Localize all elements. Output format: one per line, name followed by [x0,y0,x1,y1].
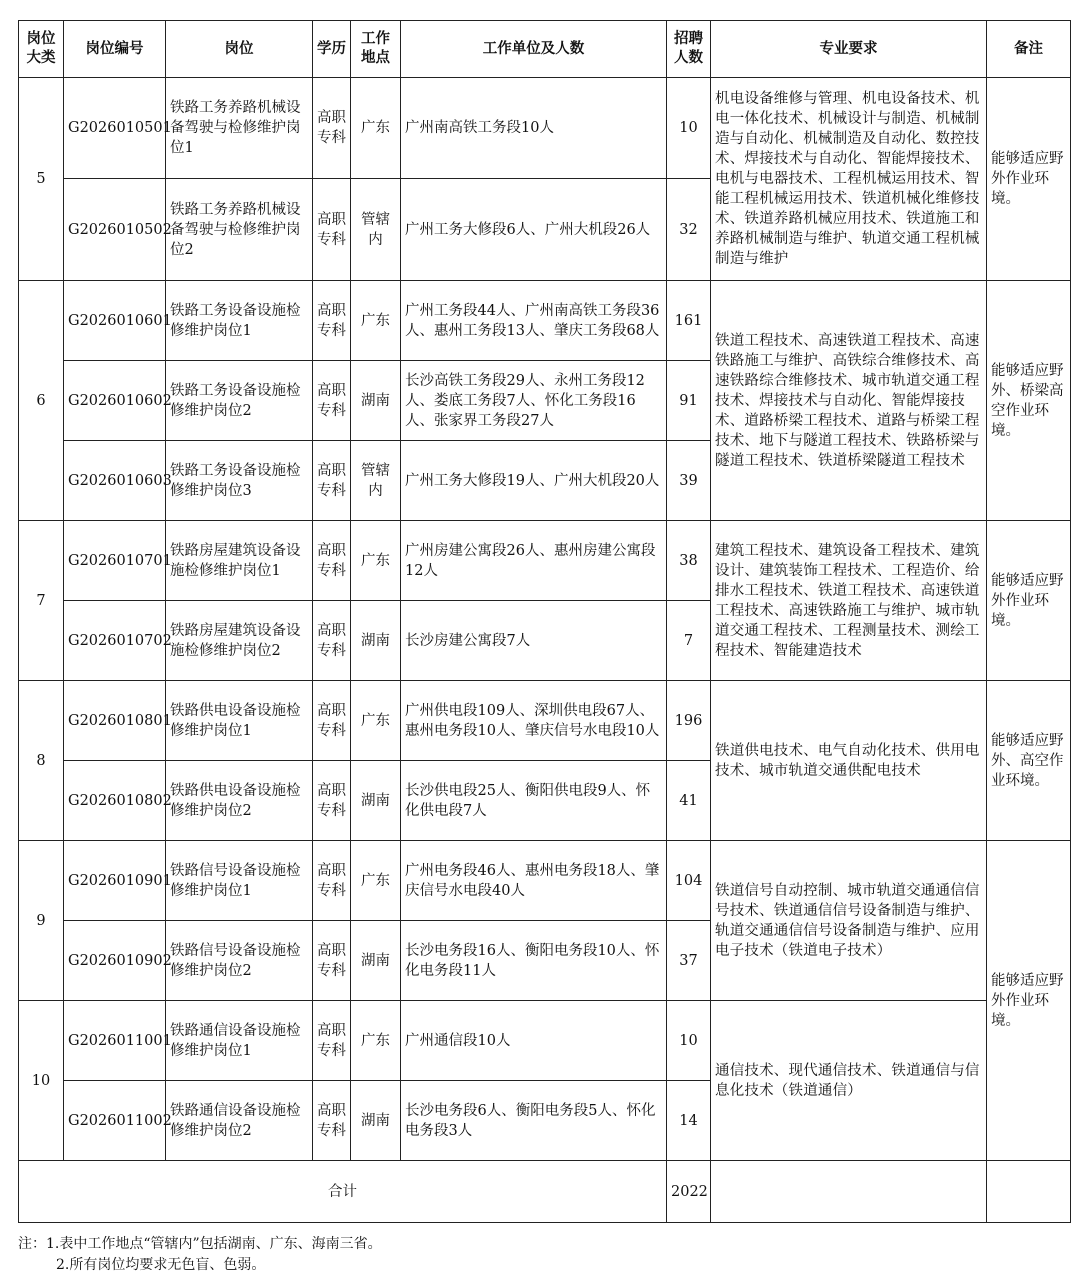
footnote-2: 2.所有岗位均要求无色盲、色弱。 [56,1257,266,1273]
code-cell: G2026010901 [64,841,166,921]
education-cell: 高职专科 [313,441,351,521]
position-cell: 铁路房屋建筑设备设施检修维护岗位2 [166,601,313,681]
position-cell: 铁路信号设备设施检修维护岗位2 [166,921,313,1001]
total-label: 合计 [19,1161,667,1223]
location-cell: 广东 [351,281,401,361]
code-cell: G2026010801 [64,681,166,761]
header-education: 学历 [313,21,351,78]
major-cell: 铁道供电技术、电气自动化技术、供用电技术、城市轨道交通供配电技术 [711,681,987,841]
education-cell: 高职专科 [313,1001,351,1081]
category-cell: 8 [19,681,64,841]
count-cell: 10 [667,78,711,179]
recruitment-table [18,20,1071,1223]
remark-cell: 能够适应野外作业环境。 [987,521,1071,681]
location-cell: 广东 [351,681,401,761]
education-cell: 高职专科 [313,601,351,681]
education-cell: 高职专科 [313,361,351,441]
code-cell: G2026010702 [64,601,166,681]
code-cell: G2026010701 [64,521,166,601]
remark-cell: 能够适应野外作业环境。 [987,841,1071,1161]
position-cell: 铁路房屋建筑设备设施检修维护岗位1 [166,521,313,601]
count-cell: 32 [667,179,711,281]
count-cell: 14 [667,1081,711,1161]
count-cell: 38 [667,521,711,601]
header-major: 专业要求 [711,21,987,78]
education-cell: 高职专科 [313,761,351,841]
location-cell: 湖南 [351,1081,401,1161]
units-cell: 长沙电务段16人、衡阳电务段10人、怀化电务段11人 [401,921,667,1001]
header-position: 岗位 [166,21,313,78]
education-cell: 高职专科 [313,179,351,281]
category-cell: 5 [19,78,64,281]
location-cell: 湖南 [351,361,401,441]
count-cell: 7 [667,601,711,681]
table-row [19,78,1071,179]
location-cell: 广东 [351,1001,401,1081]
table-row [19,521,1071,601]
education-cell: 高职专科 [313,921,351,1001]
units-cell: 广州通信段10人 [401,1001,667,1081]
count-cell: 161 [667,281,711,361]
count-cell: 91 [667,361,711,441]
location-cell: 广东 [351,841,401,921]
count-cell: 39 [667,441,711,521]
code-cell: G2026010501 [64,78,166,179]
code-cell: G2026010602 [64,361,166,441]
location-cell: 广东 [351,521,401,601]
count-cell: 196 [667,681,711,761]
major-cell: 铁道信号自动控制、城市轨道交通通信信号技术、铁道通信信号设备制造与维护、轨道交通通信信号设备制造与维护、应用电子技术（铁道电子技术） [711,841,987,1001]
education-cell: 高职专科 [313,281,351,361]
count-cell: 104 [667,841,711,921]
code-cell: G2026010601 [64,281,166,361]
header-units: 工作单位及人数 [401,21,667,78]
total-row [19,1161,1071,1223]
header-row [19,21,1071,78]
education-cell: 高职专科 [313,841,351,921]
header-category: 岗位大类 [19,21,64,78]
units-cell: 广州房建公寓段26人、惠州房建公寓段12人 [401,521,667,601]
units-cell: 长沙房建公寓段7人 [401,601,667,681]
table-row [19,841,1071,921]
category-cell: 6 [19,281,64,521]
position-cell: 铁路供电设备设施检修维护岗位2 [166,761,313,841]
position-cell: 铁路通信设备设施检修维护岗位1 [166,1001,313,1081]
header-remark: 备注 [987,21,1071,78]
remark-cell: 能够适应野外、桥梁高空作业环境。 [987,281,1071,521]
position-cell: 铁路工务设备设施检修维护岗位1 [166,281,313,361]
category-cell: 7 [19,521,64,681]
table-row [19,1001,1071,1081]
header-count: 招聘人数 [667,21,711,78]
total-empty-cell [711,1161,987,1223]
education-cell: 高职专科 [313,78,351,179]
table-row [19,681,1071,761]
footnote-1: 注：1.表中工作地点“管辖内”包括湖南、广东、海南三省。 [18,1236,382,1252]
table-row [19,281,1071,361]
position-cell: 铁路工务设备设施检修维护岗位3 [166,441,313,521]
education-cell: 高职专科 [313,1081,351,1161]
code-cell: G2026011001 [64,1001,166,1081]
total-value: 2022 [667,1161,711,1223]
units-cell: 广州工务大修段19人、广州大机段20人 [401,441,667,521]
position-cell: 铁路信号设备设施检修维护岗位1 [166,841,313,921]
count-cell: 41 [667,761,711,841]
units-cell: 广州南高铁工务段10人 [401,78,667,179]
education-cell: 高职专科 [313,681,351,761]
location-cell: 湖南 [351,761,401,841]
major-cell: 通信技术、现代通信技术、铁道通信与信息化技术（铁道通信） [711,1001,987,1161]
position-cell: 铁路工务养路机械设备驾驶与检修维护岗位2 [166,179,313,281]
position-cell: 铁路通信设备设施检修维护岗位2 [166,1081,313,1161]
units-cell: 长沙电务段6人、衡阳电务段5人、怀化电务段3人 [401,1081,667,1161]
remark-cell: 能够适应野外作业环境。 [987,78,1071,281]
location-cell: 管辖内 [351,441,401,521]
education-cell: 高职专科 [313,521,351,601]
count-cell: 37 [667,921,711,1001]
code-cell: G2026010502 [64,179,166,281]
major-cell: 建筑工程技术、建筑设备工程技术、建筑设计、建筑装饰工程技术、工程造价、给排水工程技术、铁道工程技术、高速铁道工程技术、高速铁路施工与维护、城市轨道交通工程技术、工程测量技术、测绘工程技术、智能建造技术 [711,521,987,681]
location-cell: 管辖内 [351,179,401,281]
code-cell: G2026010802 [64,761,166,841]
position-cell: 铁路工务设备设施检修维护岗位2 [166,361,313,441]
category-cell: 10 [19,1001,64,1161]
units-cell: 长沙供电段25人、衡阳供电段9人、怀化供电段7人 [401,761,667,841]
major-cell: 机电设备维修与管理、机电设备技术、机电一体化技术、机械设计与制造、机械制造与自动化、机械制造及自动化、数控技术、焊接技术与自动化、智能焊接技术、电机与电器技术、工程机械运用技术、智能工程机械运用技术、铁道机械化维修技术、铁道养路机械应用技术、铁道施工和养路机械制造与维护、轨道交通工程机械制造与维护 [711,78,987,281]
major-cell: 铁道工程技术、高速铁道工程技术、高速铁路施工与维护、高铁综合维修技术、高速铁路综合维修技术、城市轨道交通工程技术、焊接技术与自动化、智能焊接技术、道路桥梁工程技术、道路与桥梁工程技术、地下与隧道工程技术、铁路桥梁与隧道工程技术、铁道桥梁隧道工程技术 [711,281,987,521]
total-empty-cell [987,1161,1071,1223]
units-cell: 广州供电段109人、深圳供电段67人、惠州电务段10人、肇庆信号水电段10人 [401,681,667,761]
units-cell: 广州工务段44人、广州南高铁工务段36人、惠州工务段13人、肇庆工务段68人 [401,281,667,361]
position-cell: 铁路工务养路机械设备驾驶与检修维护岗位1 [166,78,313,179]
remark-cell: 能够适应野外、高空作业环境。 [987,681,1071,841]
header-location: 工作地点 [351,21,401,78]
header-code: 岗位编号 [64,21,166,78]
footnotes [18,1234,382,1276]
location-cell: 湖南 [351,601,401,681]
location-cell: 湖南 [351,921,401,1001]
code-cell: G2026010902 [64,921,166,1001]
category-cell: 9 [19,841,64,1001]
location-cell: 广东 [351,78,401,179]
units-cell: 广州电务段46人、惠州电务段18人、肇庆信号水电段40人 [401,841,667,921]
code-cell: G2026011002 [64,1081,166,1161]
position-cell: 铁路供电设备设施检修维护岗位1 [166,681,313,761]
units-cell: 广州工务大修段6人、广州大机段26人 [401,179,667,281]
units-cell: 长沙高铁工务段29人、永州工务段12人、娄底工务段7人、怀化工务段16人、张家界工务段27人 [401,361,667,441]
code-cell: G2026010603 [64,441,166,521]
count-cell: 10 [667,1001,711,1081]
